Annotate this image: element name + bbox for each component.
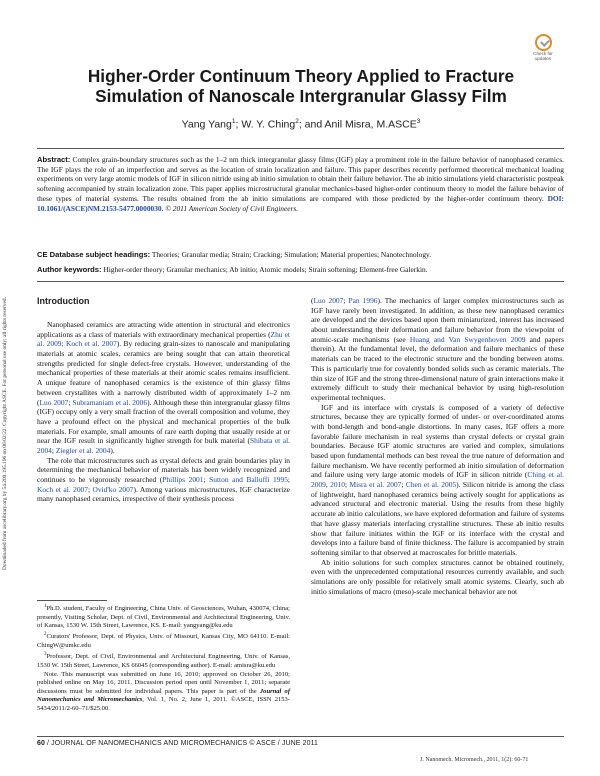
citation-link[interactable]: Subramaniam et al. 2006 [72, 397, 148, 407]
badge-line2: updates [534, 56, 552, 61]
paper-title [60, 66, 542, 106]
manuscript-note: Note. This manuscript was submitted on June 16, 2010; approved on October 26, 2010; published online on May 16, 2011. Discussion period open until November 1, 2011; separate discussions must be submitted for individual papers. This paper is part of the Journal of Nanomechanics and Micromechanics, Vol. 1, No. 2, June 1, 2011. ©ASCE, ISSN 2153-5434/2011/2-60–71/$25.00. [37, 670, 290, 712]
footnote-rule [37, 600, 107, 601]
author-1: Yang Yang [181, 118, 232, 131]
footnotes [37, 603, 290, 714]
header-rule [37, 148, 564, 149]
body-paragraph-3: Ab initio solutions for such complex structures cannot be obtained routinely, even with the unprecedented computational resources currently available, and such simulations are only possible for relatively small atomic systems. Clearly, such ab initio simulations of macro (meso)-scale mechanical behavior are not [311, 557, 564, 596]
abstract-copyright: © 2011 American Society of Civil Engineers. [163, 203, 299, 213]
keywords-label: Author keywords: [37, 265, 102, 274]
author-keywords [37, 265, 564, 275]
subject-label: CE Database subject headings: [37, 250, 151, 259]
abstract [37, 155, 564, 213]
left-column [37, 320, 290, 504]
citation-link[interactable]: Phillips 2001 [162, 475, 204, 484]
abstract-text: Complex grain-boundary structures such as the 1–2 nm thick intergranular glassy films (IGF) play a prominent role in the failure behavior of nanophased ceramics. The IGF plays the role of an imperfection and serves as the location of strain localization and failure. This paper describes recently performed theoretical mechanical loading experiments on very large atomic models of IGF in silicon nitride using ab initio simulation to obtain their failure behavior. The ab initio simulations yield characteristic postpeak softening accompanied by strain localization zone. This paper applies microstructural granular mechanics-based higher-order continuum theory to model the failure behavior of these types of material systems. The results obtained from the ab initio simulations are compared with those predicted by the higher-order continuum theory. [37, 155, 564, 203]
intro-paragraph-2: The role that microstructures such as crystal defects and grain boundaries play in determining the mechanical behavior of materials has been widely recognized and continues to be vigorously researched (Phillips 2001; Sutton and Balluffi 1995; Koch et al. 2007; Ovid'ko 2007). Among various microstructures, IGF characterize many nanophased ceramics, irrespective of their synthesis process [37, 455, 290, 504]
badge-line1: Check for [533, 51, 553, 56]
intro-paragraph-1: Nanophased ceramics are attracting wide attention in structural and electronics applications as a class of materials with extraordinary mechanical properties (Zhu et al. 2009; Koch et al. 2007). By reducing grain-sizes to nanoscale and manipulating materials at atomic scales, ceramics are being sought that can attain theoretical strengths predicted for single defect-free crystals. However, understanding of the mechanical properties of these materials at their atomic scales remains insufficient. A unique feature of nanophased ceramics is the existence of thin glassy films between crystallites with a narrowly distributed width of approximately 1–2 nm (Luo 2007; Subramaniam et al. 2006). Although these thin intergranular glassy films (IGF) occupy only a very small fraction of the overall composition and volume, they have a profound effect on the physical and mechanical properties of the bulk materials. For example, small amounts of rare earth doping that usually reside at or near the IGF result in significantly higher strength for bulk material (Shibata et al. 2004; Ziegler et al. 2004). [37, 320, 291, 455]
title-line-1: Higher-Order Continuum Theory Applied to Fracture [87, 66, 515, 86]
author-1-note: 1 [231, 118, 236, 125]
citation-link[interactable]: Shibata et al. 2004 [37, 436, 291, 455]
abstract-rule [37, 281, 564, 282]
subject-text: Theories; Granular media; Strain; Cracking; Simulation; Material properties; Nanotechnology. [150, 250, 432, 259]
page-footer [37, 740, 318, 747]
author-3: ; and Anil Misra, M.ASCE [298, 118, 417, 131]
citation-link[interactable]: Sutton and Balluffi 1995 [209, 475, 288, 484]
author-2-note: 2 [295, 118, 299, 125]
title-line-2: Simulation of Nanoscale Intergranular Glassy Film [95, 86, 507, 106]
page-number: 60 [37, 740, 45, 747]
citation-link[interactable]: Ovid'ko 2007 [92, 484, 134, 494]
journal-footer: / JOURNAL OF NANOMECHANICS AND MICROMECHANICS © ASCE / JUNE 2011 [45, 740, 319, 747]
author-list [60, 118, 542, 131]
check-updates-icon [535, 34, 552, 51]
author-2: ; W. Y. Ching [235, 118, 296, 131]
subject-headings [37, 250, 564, 260]
footnote-2: $^2$Curators' Professor, Dept. of Physics, Univ. of Missouri, Kansas City, MO 64110. E-mail: ChingW@umkc.edu [37, 632, 290, 649]
download-notice: Downloaded from ascelibrary.org by 54.209.195.196 on 06/02/22. Copyright ASCE. For personal use only; all rights reserved. [2, 297, 8, 570]
footnote-3: $^3$Professor, Dept. of Civil, Environmental and Architectural Engineering, Univ. of Kansas, 1530 W. 15th Street, Lawrence, KS 66045 (corresponding author). E-mail: amisra@ku.edu [37, 651, 290, 669]
citation-link[interactable]: Ziegler et al. 2004 [55, 445, 111, 455]
check-for-updates-badge[interactable] [527, 34, 559, 64]
citation-link[interactable]: Chen et al. 2005 [405, 480, 457, 490]
footnote-1: $^1$Ph.D. student, Faculty of Engineering, China Univ. of Geosciences, Wuhan, 430074, China; presently, Visiting Scholar, Dept. of Civil, Environmental and Architectural Engineering, Univ. of Kansas, 1530 W. 15th Street, Lawrence, KS. E-mail: yangyang@ku.edu [37, 604, 290, 630]
citation-link[interactable]: Misra et al. 2007 [349, 480, 402, 490]
footer-rule [37, 736, 564, 737]
abstract-label: Abstract: [37, 155, 71, 164]
right-column [311, 296, 564, 596]
citation-link[interactable]: Koch et al. 2007 [37, 484, 88, 494]
citation-link[interactable]: Ching et al. 2009 [311, 470, 564, 490]
citation-link[interactable]: Koch et al. 2007 [66, 339, 117, 349]
citation-link[interactable]: Luo 2007 [39, 397, 69, 407]
citation-link[interactable]: Huang and Van Swygenhoven 2009 [409, 334, 526, 344]
introduction-heading: Introduction [37, 296, 90, 306]
body-paragraph-2: IGF and its interface with crystals is composed of a variety of defective structures, because they are typically formed of under- or over-coordinated atoms with bond-length and bond-angle distortions. In many cases, IGF offers a more favorable failure mechanism in real systems than crystal defects or crystal grain boundaries. Because IGF atomic structures are varied and complex, simulations based upon fundamental methods can best reveal the true nature of deformation and failure mechanism. We have recently performed ab initio simulation of deformation and failure using very large atomic models of IGF in silicon nitride (Ching et al. 2009, 2010; Misra et al. 2007; Chen et al. 2005). Silicon nitride is among the class of lightweight, hard nanophased ceramics being actively sought for applications as advanced structural and electronic material. Using the results from these highly accurate ab initio calculations, we have explored deformation and failure of systems that have glassy materials interfacing crystalline structures. These ab initio results show that failure initiates within the IGF or its interface with the crystal and develops into a failure band of finite thickness. The failure is accompanied by strain softening similar to that observed at macroscales for brittle materials. [311, 402, 565, 557]
citation-link[interactable]: 2010 [330, 480, 345, 490]
journal-citation: J. Nanomech. Micromech., 2011, 1(2): 60-71 [420, 757, 529, 763]
keywords-text: Higher-order theory; Granular mechanics; Ab initio; Atomic models; Strain softening; Element-free Galerkin. [101, 265, 428, 274]
doi-link[interactable]: DOI: 10.1061/(ASCE)NM.2153-5477.0000030. [37, 193, 564, 213]
author-3-note: 3 [416, 118, 421, 125]
citation-link[interactable]: Luo 2007 [313, 296, 344, 305]
body-paragraph-1: (Luo 2007; Pan 1996). The mechanics of larger complex microstructures such as IGF have rarely been investigated. In addition, as these new nanophased ceramics are developed and the devices based upon them miniaturized, interest has increased about understanding their deformation and failure behavior from the viewpoint of atomic-scale mechanisms (see Huang and Van Swygenhoven 2009 and papers therein). At the fundamental level, the deformation and failure mechanics of these materials can be traced to the electronic structure and the bonding between atoms. This is particularly true for covalently bonded solids such as ceramic materials. The thin size of IGF and the strong three-dimensional nature of grain interactions make it extremely difficult to study their mechanical behavior by using high-resolution experimental techniques. [311, 296, 564, 402]
citation-link[interactable]: Zhu et al. 2009 [37, 329, 290, 349]
citation-link[interactable]: Pan 1996 [348, 296, 378, 305]
